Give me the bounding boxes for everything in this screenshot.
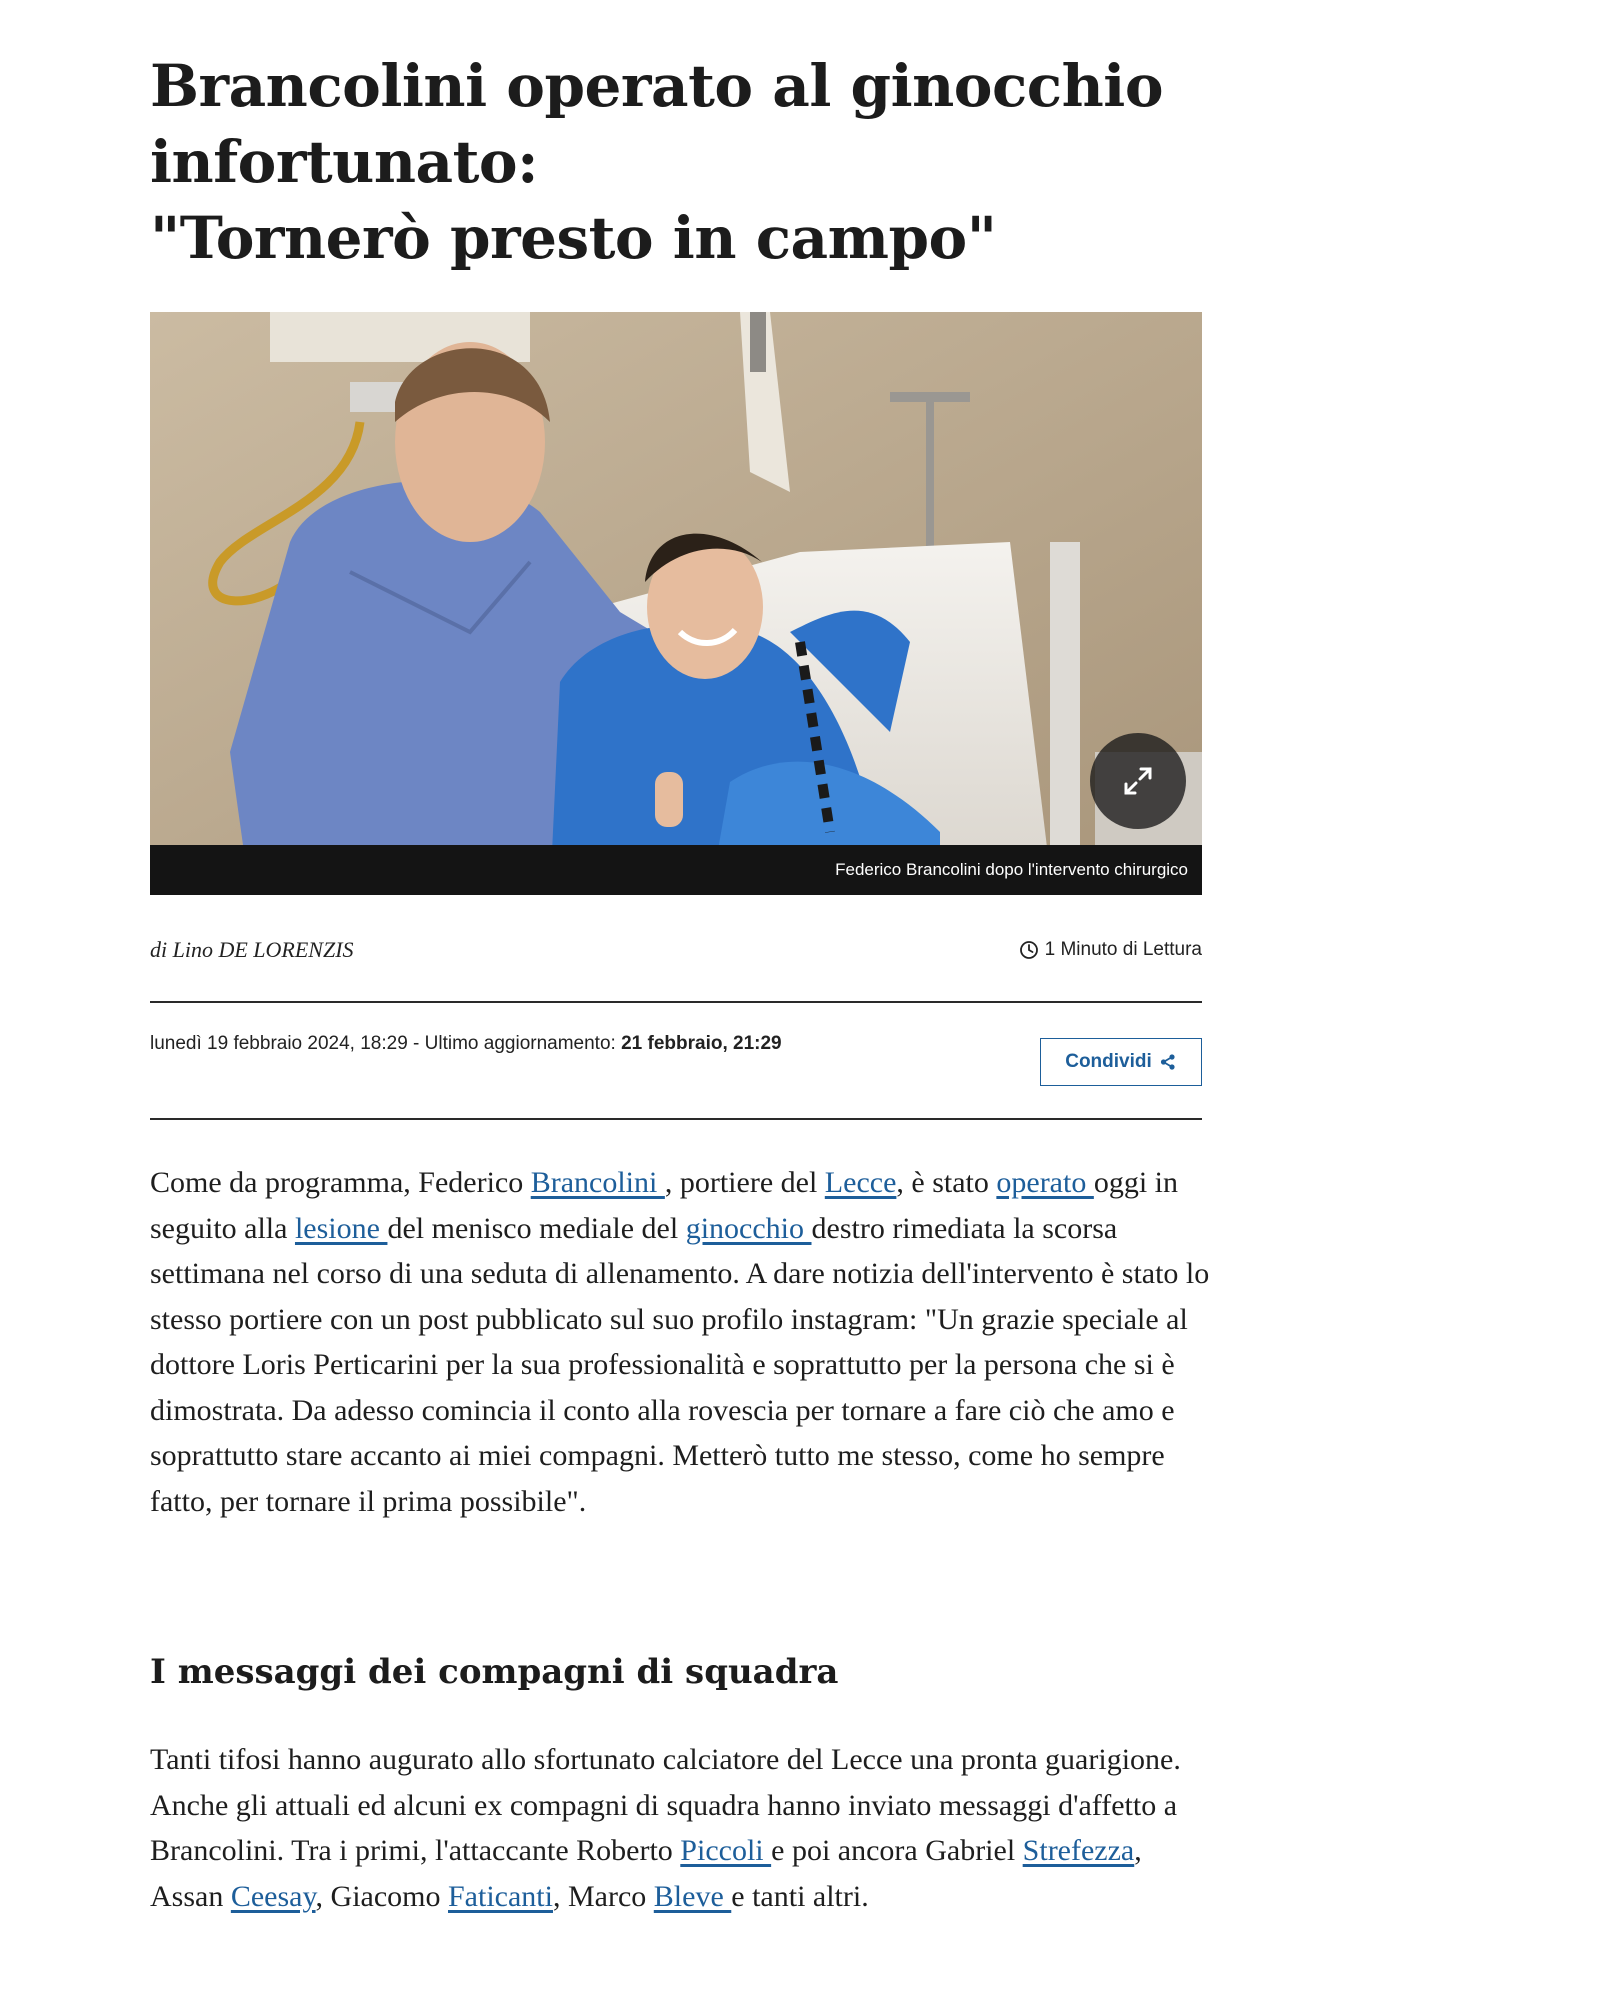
p2-text-1: Tanti tifosi hanno augurato allo sfortunato calciatore del Lecce una pronta guarigione. Anche gli attuali ed alcuni ex compagni di squadra hanno inviato messaggi d'affetto a Brancolini. Tra i primi, l'attaccante Roberto — [150, 1743, 1181, 1867]
share-button[interactable] — [1040, 1038, 1202, 1086]
expand-arrows-icon — [1120, 763, 1156, 799]
clock-icon — [1019, 940, 1039, 960]
byline-row — [150, 932, 1202, 968]
expand-photo-button[interactable] — [1090, 733, 1186, 829]
p1-text-4: oggi in seguito alla — [150, 1166, 1179, 1245]
p1-text-3: , è stato — [896, 1166, 997, 1199]
article-photo[interactable] — [150, 312, 1202, 895]
date-updated: 21 febbraio, 21:29 — [621, 1033, 782, 1054]
p1-text-5: del menisco mediale del — [387, 1211, 686, 1245]
reading-time-text: 1 Minuto di Lettura — [1044, 939, 1202, 960]
photo-caption-text: Federico Brancolini dopo l'intervento chirurgico — [835, 860, 1188, 879]
p1-text-1: Come da programma, Federico — [150, 1166, 531, 1199]
link-bleve[interactable]: Bleve — [653, 1879, 732, 1913]
publication-dates — [150, 1028, 870, 1060]
p2-text-2: e poi ancora Gabriel — [771, 1834, 1023, 1867]
date-published: lunedì 19 febbraio 2024, 18:29 - Ultimo aggiornamento: — [150, 1033, 622, 1054]
link-ginocchio[interactable]: ginocchio — [685, 1211, 812, 1245]
link-brancolini[interactable]: Brancolini — [530, 1166, 665, 1199]
divider-bottom — [150, 1118, 1202, 1120]
author-byline: di Lino DE LORENZIS — [150, 937, 354, 962]
meta-row — [150, 1028, 1202, 1100]
link-strefezza[interactable]: Strefezza — [1022, 1834, 1135, 1867]
divider-top — [150, 1001, 1202, 1003]
link-operato[interactable]: operato — [996, 1166, 1094, 1199]
link-piccoli[interactable]: Piccoli — [680, 1834, 772, 1867]
link-ceesay[interactable]: Ceesay — [230, 1879, 316, 1913]
p2-text-6: e tanti altri. — [731, 1879, 869, 1913]
link-faticanti[interactable]: Faticanti — [448, 1879, 553, 1913]
p1-text-2: , portiere del — [664, 1166, 825, 1199]
p2-text-4: , Giacomo — [315, 1879, 448, 1913]
share-label: Condividi — [1065, 1051, 1152, 1072]
link-lecce[interactable]: Lecce — [824, 1166, 897, 1199]
article-paragraph-1 — [150, 1160, 1210, 1524]
share-icon — [1159, 1053, 1177, 1071]
photo-illustration — [150, 312, 1202, 895]
link-lesione[interactable]: lesione — [294, 1211, 388, 1245]
p1-text-6: destro rimediata la scorsa settimana nel corso di una seduta di allenamento. A dare notizia dell'intervento è stato lo stesso portiere con un post pubblicato sul suo profilo instagram: "Un grazie speciale al dottore Loris Perticarini per la sua professionalità e soprattutto per la persona che si è dimostrata. Da adesso comincia il conto alla rovescia per tornare a fare ciò che amo e soprattutto stare accanto ai miei compagni. Metterò tutto me stesso, come ho sempre fatto, per tornare il prima possibile". — [150, 1211, 1210, 1518]
reading-time — [1019, 939, 1202, 961]
article-headline — [150, 48, 1570, 276]
article-paragraph-2 — [150, 1737, 1210, 1919]
p2-text-3: , Assan — [150, 1834, 1142, 1913]
p2-text-5: , Marco — [552, 1879, 654, 1913]
headline-line-1: Brancolini operato al ginocchio infortunato: — [150, 52, 1164, 196]
photo-caption — [150, 845, 1202, 895]
section-subheading: I messaggi dei compagni di squadra — [150, 1652, 839, 1692]
headline-line-2: "Tornerò presto in campo" — [150, 204, 997, 272]
